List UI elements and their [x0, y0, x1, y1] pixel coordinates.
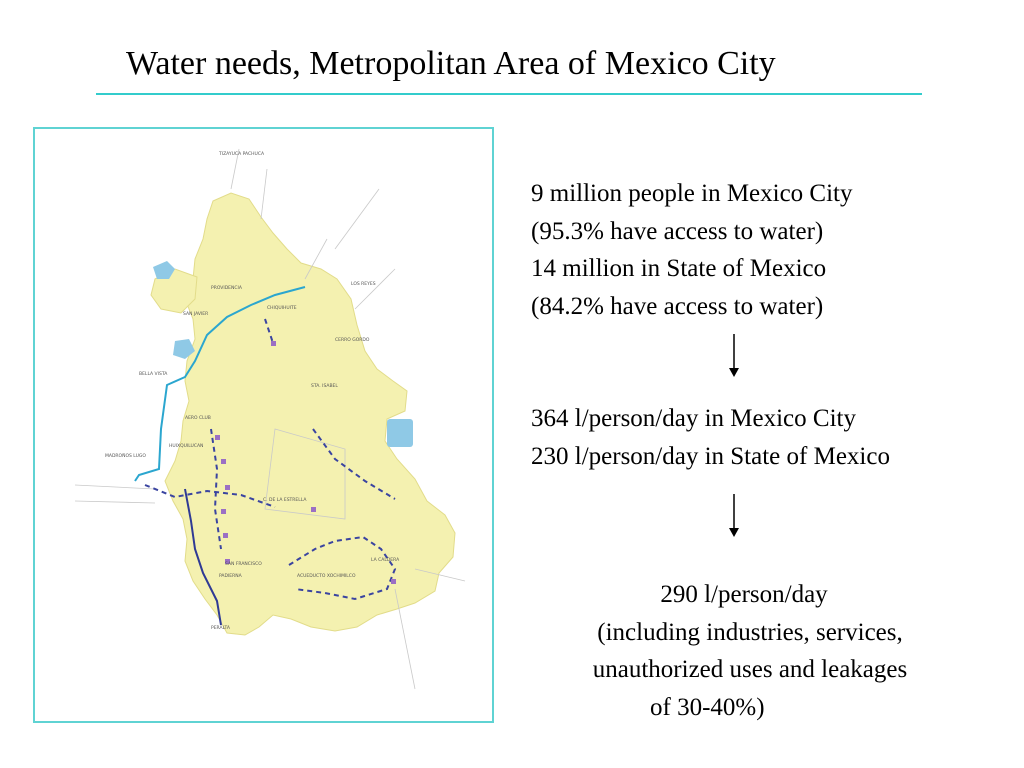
down-arrow-icon — [727, 334, 741, 378]
svg-text:LOS REYES: LOS REYES — [351, 282, 376, 287]
svg-text:PROVIDENCIA: PROVIDENCIA — [211, 286, 242, 291]
svg-text:BELLA VISTA: BELLA VISTA — [139, 372, 168, 377]
stat-line: (95.3% have access to water) — [531, 217, 824, 245]
summary-line: of 30-40%) — [650, 693, 765, 721]
per-capita-summary — [540, 576, 960, 726]
svg-text:TIZAYUCA PACHUCA: TIZAYUCA PACHUCA — [219, 152, 265, 157]
svg-text:SAN JAVIER: SAN JAVIER — [183, 312, 209, 317]
stat-line: (84.2% have access to water) — [531, 292, 824, 320]
consumption-line: 230 l/person/day in State of Mexico — [531, 442, 890, 470]
svg-text:CERRO GORDO: CERRO GORDO — [335, 338, 370, 343]
svg-text:ACUEDUCTO XOCHIMILCO: ACUEDUCTO XOCHIMILCO — [297, 574, 356, 579]
svg-text:PERALTA: PERALTA — [211, 626, 230, 631]
summary-line: 290 l/person/day — [660, 581, 828, 608]
svg-text:STA. ISABEL: STA. ISABEL — [311, 384, 338, 389]
map-illustration — [35, 129, 492, 721]
svg-text:MADROÑOS LUGO: MADROÑOS LUGO — [105, 454, 146, 459]
slide-title: Water needs, Metropolitan Area of Mexico City — [126, 45, 776, 82]
svg-text:LA CALDERA: LA CALDERA — [371, 558, 400, 563]
consumption-stats — [531, 400, 951, 475]
stat-line: 9 million people in Mexico City — [531, 180, 853, 207]
population-access-stats — [531, 175, 853, 325]
lake-shape — [387, 419, 413, 447]
water-system-map — [33, 127, 494, 723]
urban-area-shape — [165, 193, 455, 635]
svg-text:AERO CLUB: AERO CLUB — [185, 416, 211, 421]
consumption-line: 364 l/person/day in Mexico City — [531, 405, 856, 432]
stat-line: 14 million in State of Mexico — [531, 255, 827, 282]
summary-line: unauthorized uses and leakages — [592, 656, 908, 683]
title-underline — [96, 93, 922, 95]
svg-text:CHIQUIHUITE: CHIQUIHUITE — [267, 306, 297, 311]
svg-text:HUIXQUILUCAN: HUIXQUILUCAN — [169, 444, 204, 449]
svg-text:SAN FRANCISCO: SAN FRANCISCO — [225, 562, 262, 567]
down-arrow-icon — [727, 494, 741, 538]
svg-text:PADIERNA: PADIERNA — [219, 574, 242, 579]
svg-text:C. DE LA ESTRELLA: C. DE LA ESTRELLA — [263, 498, 307, 503]
summary-line: (including industries, services, — [597, 618, 903, 646]
